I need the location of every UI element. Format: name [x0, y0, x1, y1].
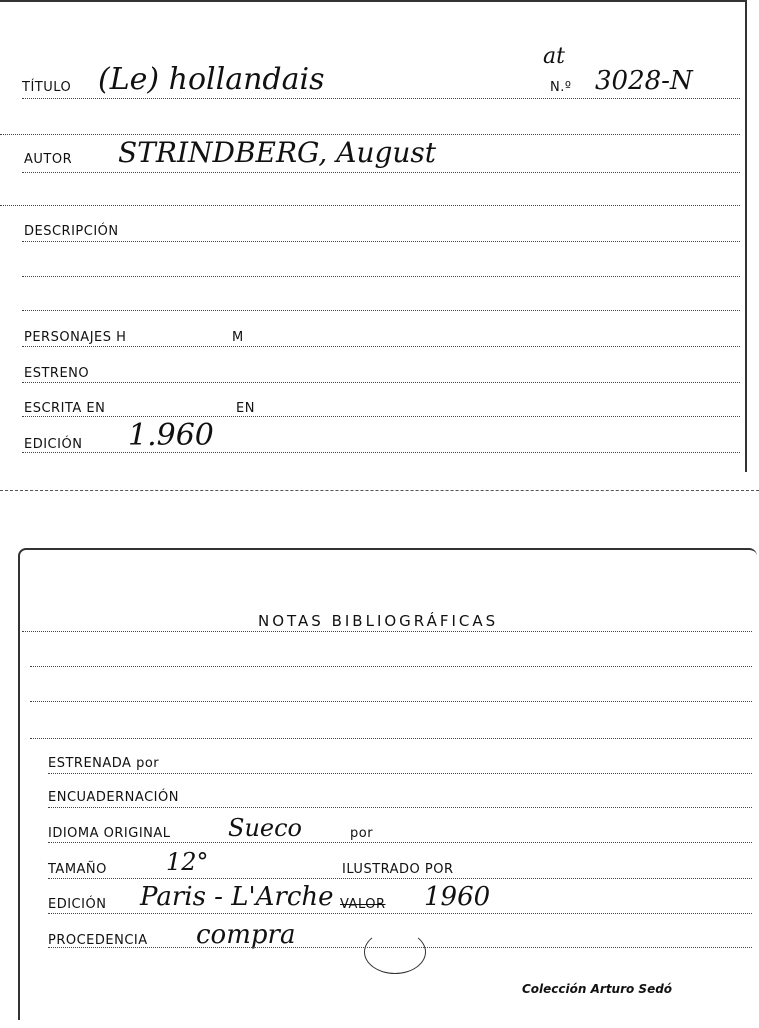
blank-line [0, 205, 740, 206]
numero-annotation: at [543, 44, 565, 69]
edicion-value: Paris - L'Arche [140, 882, 334, 912]
tamano-label: TAMAÑO [48, 862, 107, 877]
personajes-line [22, 346, 740, 347]
edicion-label: EDICIÓN [24, 437, 83, 452]
stamp-mark [364, 930, 426, 974]
autor-label: AUTOR [24, 152, 73, 167]
blank-line [0, 134, 740, 135]
escrita-en-label: EN [236, 401, 255, 416]
descripcion-label: DESCRIPCIÓN [24, 224, 119, 239]
notas-title: NOTAS BIBLIOGRÁFICAS [258, 612, 499, 630]
numero-value: 3028-N [595, 66, 693, 96]
tamano-value: 12° [166, 848, 209, 876]
personajes-label: PERSONAJES H [24, 330, 127, 345]
notas-line-3 [30, 701, 752, 702]
estrenada-label: ESTRENADA por [48, 756, 160, 771]
idioma-value: Sueco [228, 814, 302, 842]
procedencia-value: compra [196, 920, 296, 950]
procedencia-line [48, 947, 752, 948]
edicion-label: EDICIÓN [48, 897, 107, 912]
descripcion-line-3 [22, 310, 740, 311]
edicion-line [48, 913, 752, 914]
encuadernacion-line [48, 807, 752, 808]
card-divider [0, 490, 759, 491]
estreno-label: ESTRENO [24, 366, 90, 381]
escrita-line [22, 416, 740, 417]
edicion-value: 1.960 [128, 418, 214, 453]
idioma-line [48, 842, 752, 843]
valor-label: VALOR [340, 897, 386, 912]
titulo-line [22, 98, 740, 99]
descripcion-line-2 [22, 276, 740, 277]
autor-line [22, 172, 740, 173]
notas-line [22, 631, 752, 632]
edicion-year: 1960 [424, 882, 491, 912]
collection-credit: Colección Arturo Sedó [522, 982, 673, 996]
idioma-label: IDIOMA ORIGINAL [48, 826, 171, 841]
edicion-line [22, 452, 740, 453]
notas-line-2 [30, 666, 752, 667]
estreno-line [22, 382, 740, 383]
autor-value: STRINDBERG, August [118, 136, 437, 169]
idioma-por-label: por [350, 826, 374, 841]
encuadernacion-label: ENCUADERNACIÓN [48, 790, 179, 805]
titulo-value: (Le) hollandais [98, 62, 325, 97]
descripcion-line [22, 241, 740, 242]
ilustrado-label: ILUSTRADO POR [342, 862, 454, 877]
numero-label: N.º [550, 80, 572, 95]
titulo-label: TÍTULO [22, 80, 72, 95]
escrita-label: ESCRITA EN [24, 401, 106, 416]
procedencia-label: PROCEDENCIA [48, 933, 148, 948]
notas-line-4 [30, 738, 752, 739]
tamano-line [48, 878, 752, 879]
personajes-m-label: M [232, 330, 244, 345]
estrenada-line [48, 773, 752, 774]
